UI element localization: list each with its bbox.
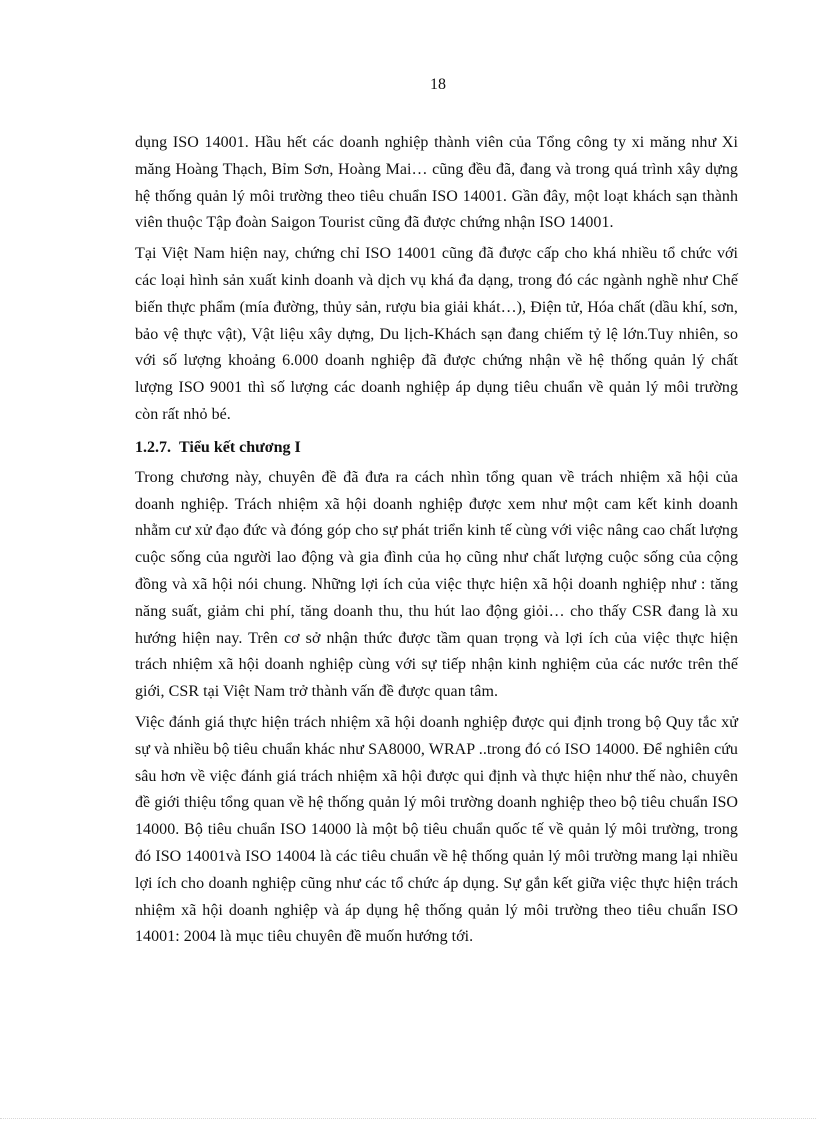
- section-title: Tiểu kết chương I: [179, 438, 301, 456]
- section-number: 1.2.7.: [135, 438, 171, 456]
- paragraph-iso-adoption: dụng ISO 14001. Hầu hết các doanh nghiệp thành viên của Tổng công ty xi măng như Xi măng Hoàng Thạch, Bỉm Sơn, Hoàng Mai… cũng đều đã, đang và trong quá trình xây dựng hệ thống quản lý môi trường theo tiêu chuẩn ISO 14001. Gần đây, một loạt khách sạn thành viên thuộc Tập đoàn Saigon Tourist cũng đã được chứng nhận ISO 14001.: [135, 134, 738, 232]
- page-bottom-divider: [0, 1118, 816, 1119]
- section-heading: [135, 435, 738, 461]
- paragraph-csr-evaluation: Việc đánh giá thực hiện trách nhiệm xã hội doanh nghiệp được qui định trong bộ Quy tắc xử sự và nhiều bộ tiêu chuẩn khác như SA8000, WRAP ..trong đó có ISO 14000. Để nghiên cứu sâu hơn về việc đánh giá trách nhiệm xã hội được qui định và thực hiện như thế nào, chuyên đề giới thiệu tổng quan về hệ thống quản lý môi trường doanh nghiệp theo bộ tiêu chuẩn ISO 14000. Bộ tiêu chuẩn ISO 14000 là một bộ tiêu chuẩn quốc tế về quản lý môi trường, trong đó ISO 14001và ISO 14004 là các tiêu chuẩn về hệ thống quản lý môi trường mang lại nhiều lợi ích cho doanh nghiệp cũng như các tổ chức áp dụng. Sự gắn kết giữa việc thực hiện trách nhiệm xã hội doanh nghiệp và áp dụng hệ thống quản lý môi trường theo tiêu chuẩn ISO 14001: 2004 là mục tiêu chuyên đề muốn hướng tới.: [135, 713, 738, 946]
- page-body: [135, 130, 738, 955]
- page-number: 18: [430, 76, 446, 93]
- paragraph-chapter-summary: Trong chương này, chuyên đề đã đưa ra cách nhìn tổng quan về trách nhiệm xã hội của doanh nghiệp. Trách nhiệm xã hội doanh nghiệp được xem như một cam kết kinh doanh nhằm cư xử đạo đức và đóng góp cho sự phát triển kinh tế cùng với việc nâng cao chất lượng cuộc sống của người lao động và gia đình của họ cũng như chất lượng cuộc sống của cộng đồng và xã hội nói chung. Những lợi ích của việc thực hiện xã hội doanh nghiệp như : tăng năng suất, giảm chi phí, tăng doanh thu, thu hút lao động giỏi… cho thấy CSR đang là xu hướng hiện nay. Trên cơ sở nhận thức được tầm quan trọng và lợi ích của việc thực hiện trách nhiệm xã hội doanh nghiệp cùng với sự tiếp nhận kinh nghiệm của các nước trên thế giới, CSR tại Việt Nam trở thành vấn đề được quan tâm.: [135, 468, 738, 701]
- paragraph-vietnam-iso-status: Tại Việt Nam hiện nay, chứng chỉ ISO 14001 cũng đã được cấp cho khá nhiều tổ chức với các loại hình sản xuất kinh doanh và dịch vụ khá đa dạng, trong đó các ngành nghề như Chế biến thực phẩm (mía đường, thủy sản, rượu bia giải khát…), Điện tử, Hóa chất (dầu khí, sơn, bảo vệ thực vật), Vật liệu xây dựng, Du lịch-Khách sạn đang chiếm tỷ lệ lớn.Tuy nhiên, so với số lượng khoảng 6.000 doanh nghiệp đã được chứng nhận về hệ thống quản lý chất lượng ISO 9001 thì số lượng các doanh nghiệp áp dụng tiêu chuẩn về quản lý môi trường còn rất nhỏ bé.: [135, 245, 738, 423]
